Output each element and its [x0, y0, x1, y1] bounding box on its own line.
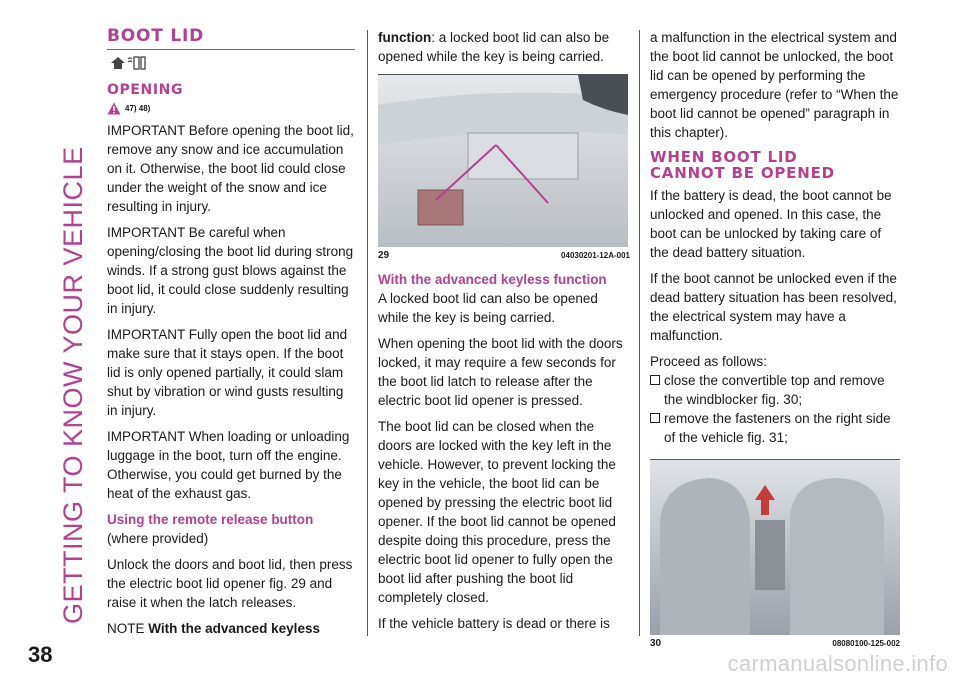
- figure-number: 30: [650, 638, 662, 649]
- title-rule: [107, 49, 355, 50]
- paragraph: Proceed as follows:: [650, 354, 768, 369]
- paragraph: If the vehicle battery is dead or there is: [378, 616, 610, 631]
- bullet-text: close the convertible top and remove the windblocker fig. 30;: [664, 373, 885, 407]
- paragraph: Unlock the doors and boot lid, then press the electric boot lid opener fig. 29 and raise it when the latch releases.: [107, 557, 353, 610]
- opening-subtitle: OPENING: [107, 82, 184, 98]
- footer-watermark: carmanualsonline.info: [727, 651, 948, 676]
- remote-note: (where provided): [107, 531, 209, 546]
- figure-code: 04030201-12A-001: [561, 251, 630, 260]
- paragraph: A locked boot lid can also be opened while the key is being carried.: [378, 291, 598, 325]
- note-line: [107, 619, 357, 638]
- column-2: [378, 28, 630, 640]
- side-chapter-title: GETTING TO KNOW YOUR VEHICLE: [58, 146, 88, 624]
- paragraph: IMPORTANT When loading or unloading luggage in the boot, turn off the engine. Otherwise, you could get burned by the heat of the exhaust gas.: [107, 429, 350, 501]
- cont-text: : a locked boot lid can also be opened while the key is being carried.: [378, 30, 610, 64]
- figure-code: 08080100-125-002: [832, 639, 900, 648]
- figure-29-caption: [378, 250, 630, 261]
- figure-number: 29: [378, 250, 390, 261]
- cont-bold: function: [378, 30, 432, 45]
- column-divider: [639, 30, 640, 636]
- section-title-line2: CANNOT BE OPENED: [650, 164, 835, 182]
- keyless-icon: [109, 54, 357, 77]
- remote-heading: Using the remote release button: [107, 512, 314, 527]
- bullet-item: [650, 371, 900, 409]
- paragraph: IMPORTANT Fully open the boot lid and make sure that it stays open. If the boot lid is only opened partially, it could slam shut by vibration or wind gusts resulting in injury.: [107, 327, 348, 418]
- paragraph: If the battery is dead, the boot cannot be unlocked and opened. In this case, the boot can be unlocked by taking care of the dead battery situation.: [650, 188, 892, 260]
- bullet-text: remove the fasteners on the right side of the vehicle fig. 31;: [664, 411, 891, 445]
- checkbox-bullet-icon: [650, 413, 660, 423]
- column-1: [107, 28, 357, 645]
- paragraph: IMPORTANT Be careful when opening/closing the boot lid during strong winds. If a strong gust blows against the boot lid, it could close suddenly resulting in injury.: [107, 225, 354, 316]
- paragraph: IMPORTANT Before opening the boot lid, remove any snow and ice accumulation on it. Otherwise, the boot lid could close under the weight of the snow and ice resulting in injury.: [107, 123, 354, 214]
- warning-ref-row: [107, 102, 357, 115]
- paragraph: If the boot cannot be unlocked even if the dead battery situation has been resolved, the electrical system may have a malfunction.: [650, 271, 897, 343]
- warning-refs: 47) 48): [125, 104, 151, 113]
- column-3: [650, 28, 900, 658]
- note-prefix: NOTE: [107, 621, 149, 636]
- boot-lid-photo: [378, 75, 628, 247]
- figure-30: [650, 459, 900, 635]
- continued-paragraph: a malfunction in the electrical system and the boot lid cannot be unlocked, the boot lid can be opened by performing the emergency procedure (refer to “When the boot lid cannot be opened” paragraph in this chapter).: [650, 30, 899, 140]
- bullet-item: [650, 409, 900, 447]
- figure-30-caption: [650, 638, 900, 649]
- keyless-heading: With the advanced keyless function: [378, 272, 607, 287]
- column-divider: [367, 30, 368, 636]
- warning-triangle-icon: [107, 102, 121, 115]
- paragraph: When opening the boot lid with the doors locked, it may require a few seconds for the boot lid latch to release after the electric boot lid opener is pressed.: [378, 336, 623, 408]
- figure-29: [378, 74, 628, 247]
- continued-paragraph: [378, 28, 630, 66]
- paragraph: The boot lid can be closed when the doors are locked with the key left in the vehicle. However, to prevent locking the key in the vehicle, the boot lid can be opened by pressing the electric boot lid opener. If the boot lid cannot be opened despite doing this procedure, press the electric boot lid opener to fully open the boot lid after pushing the boot lid completely closed.: [378, 419, 616, 605]
- windblocker-photo: [650, 460, 900, 635]
- page-number: 38: [28, 642, 53, 667]
- checkbox-bullet-icon: [650, 375, 660, 385]
- section-title-line1: WHEN BOOT LID: [650, 148, 798, 166]
- note-bold: With the advanced keyless: [148, 621, 320, 636]
- section-title: BOOT LID: [107, 26, 205, 46]
